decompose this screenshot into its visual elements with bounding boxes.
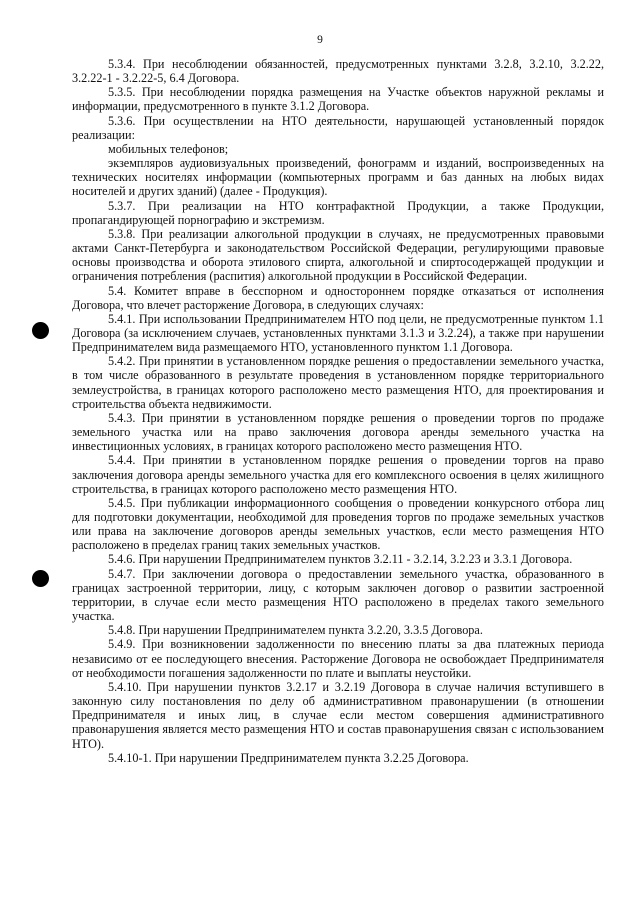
paragraph-5-4-5: 5.4.5. При публикации информационного сообщения о проведении конкурсного отбора лиц для подготовки документации, необходимой для проведения торгов по продаже земельных участков или права на заключение договоров аренды земельных участков, если место размещения НТО расположено в пределах границ таких земельных участков. (72, 495, 604, 553)
paragraph-mobile-phones: мобильных телефонов; (108, 141, 229, 156)
paragraph-5-4-7: 5.4.7. При заключении договора о предоставлении земельного участка, образованного в границах застроенной территории, лицу, с которым заключен договор о развитии застроенной территории, в случае если место размещения НТО расположено в пределах такого земельного участка. (72, 566, 604, 624)
paragraph-5-4-10-1: 5.4.10-1. При нарушении Предпринимателем пункта 3.2.25 Договора. (108, 750, 469, 765)
paragraph-5-4-3: 5.4.3. При принятии в установленном порядке решения о проведении торгов по продаже земельного участка или на право заключения договора аренды земельного участка на инвестиционных условиях, в границах которого расположено место размещения НТО. (72, 410, 604, 454)
paragraph-5-3-5: 5.3.5. При несоблюдении порядка размещения на Участке объектов наружной рекламы и информации, предусмотренного в пункте 3.1.2 Договора. (72, 85, 604, 114)
paragraph-5-4: 5.4. Комитет вправе в бесспорном и одностороннем порядке отказаться от исполнения Договора, что влечет расторжение Договора, в следующих случаях: (72, 283, 604, 312)
paragraph-5-4-8: 5.4.8. При нарушении Предпринимателем пункта 3.2.20, 3.3.5 Договора. (108, 623, 483, 638)
paragraph-5-3-4: 5.3.4. При несоблюдении обязанностей, предусмотренных пунктами 3.2.8, 3.2.10, 3.2.22, 3.2.22-1 - 3.2.22-5, 6.4 Договора. (72, 57, 604, 86)
paragraph-5-4-6: 5.4.6. При нарушении Предпринимателем пунктов 3.2.11 - 3.2.14, 3.2.23 и 3.3.1 Договора. (108, 552, 573, 567)
document-body (72, 57, 604, 765)
paragraph-5-4-1: 5.4.1. При использовании Предпринимателем НТО под цели, не предусмотренные пунктом 1.1 Договора (за исключением случаев, установленных пунктами 3.1.3 и 3.2.24), а также при нарушении Предпринимателем вида размещаемого НТО, установленного пунктом 1.1 Договора. (72, 311, 604, 355)
paragraph-5-4-9: 5.4.9. При возникновении задолженности по внесению платы за два платежных периода независимо от ее последующего внесения. Расторжение Договора не освобождает Предпринимателя от необходимости погашения задолженности по плате и выплаты неустойки. (72, 637, 604, 680)
paragraph-5-3-7: 5.3.7. При реализации на НТО контрафактной Продукции, а также Продукции, пропагандирующей порнографию и экстремизм. (72, 198, 604, 227)
paragraph-5-4-2: 5.4.2. При принятии в установленном порядке решения о предоставлении земельного участка, в том числе образованного в результате проведения в установленном порядке территориального землеустройства, в границах которого расположено место размещения НТО, для проектирования и строительства объекта недвижимости. (72, 354, 604, 411)
paragraph-5-3-6: 5.3.6. При осуществлении на НТО деятельности, нарушающей установленный порядок реализации: (72, 113, 604, 142)
page-number: 9 (317, 34, 323, 46)
paragraph-5-4-10: 5.4.10. При нарушении пунктов 3.2.17 и 3.2.19 Договора в случае наличия вступившего в законную силу постановления по делу об административном правонарушении (в отношении Предпринимателя и иных лиц, в случае если местом совершения административного правонарушения является место размещения НТО и состав правонарушения связан с использованием НТО). (72, 679, 604, 751)
punch-hole-top (32, 322, 49, 339)
paragraph-av-products: экземпляров аудиовизуальных произведений, фонограмм и изданий, воспроизведенных на технических носителях информации (компьютерных программ и баз данных на любых видах носителей и других зданий) (далее - Продукция). (72, 156, 604, 199)
punch-hole-bottom (32, 570, 49, 587)
paragraph-5-3-8: 5.3.8. При реализации алкогольной продукции в случаях, не предусмотренных правовыми актами Санкт-Петербурга и законодательством Российской Федерации, регулирующими правовые основы производства и оборота этилового спирта, алкогольной и спиртосодержащей продукции и ограничения потребления (распития) алкогольной продукции в Российской Федерации. (72, 226, 604, 284)
paragraph-5-4-4: 5.4.4. При принятии в установленном порядке решения о проведении торгов на право заключения договора аренды земельного участка для его комплексного освоения в целях жилищного строительства, в границах которого расположено место размещения НТО. (72, 453, 604, 496)
